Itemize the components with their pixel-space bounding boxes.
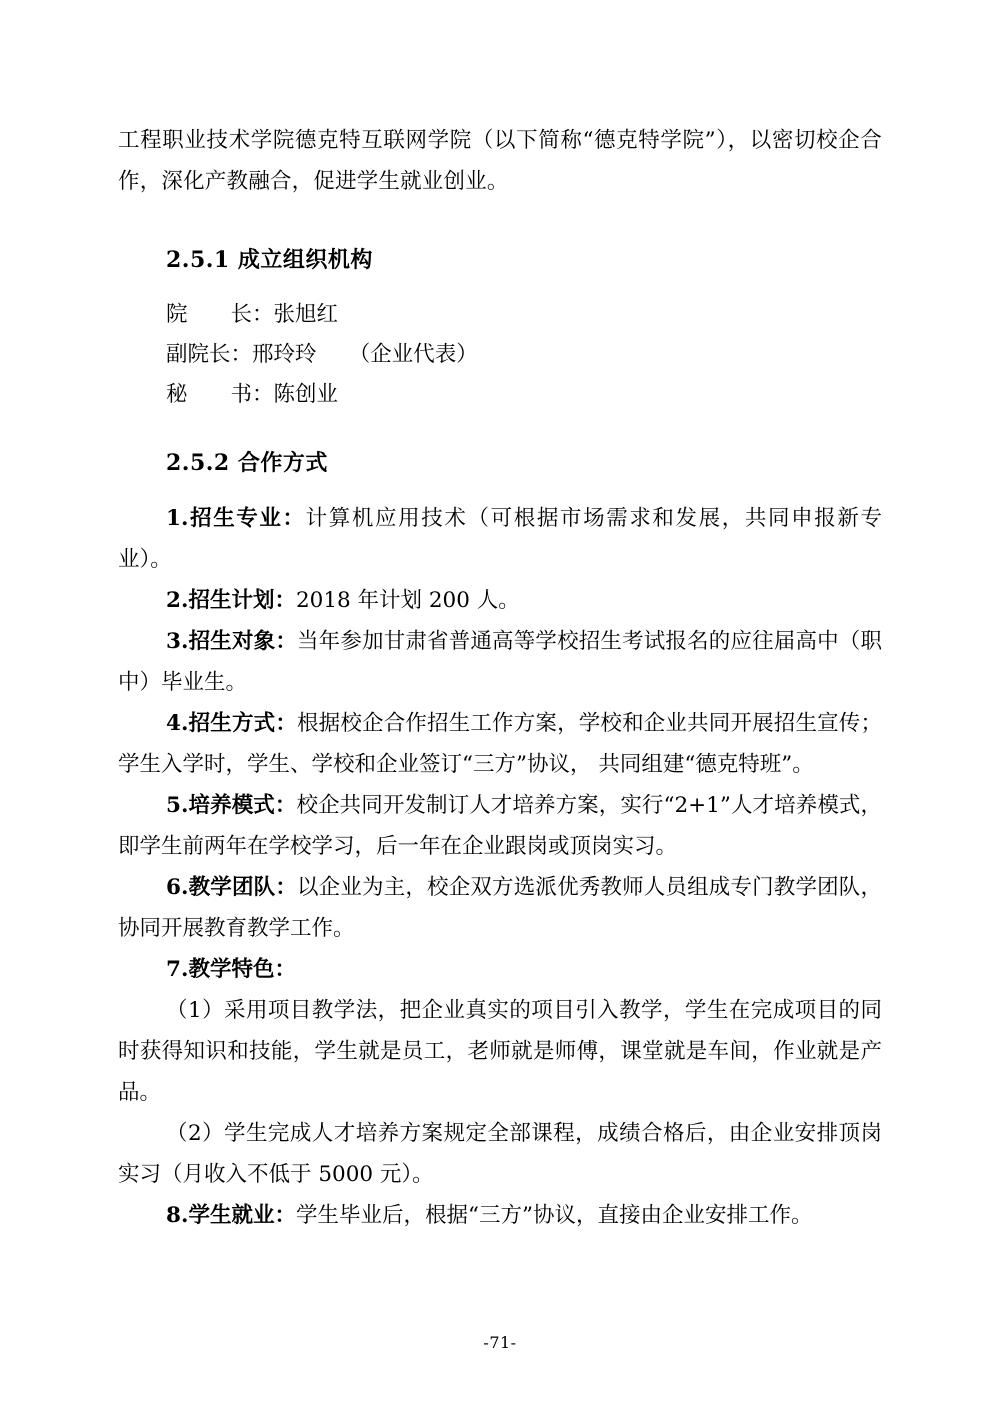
list-item — [118, 949, 882, 990]
list-item-number: 5. — [166, 793, 189, 818]
list-item-text: 学生毕业后，根据“三方”协议，直接由企业安排工作。 — [295, 1203, 813, 1228]
spacer — [118, 415, 882, 425]
list-item-label: 学生就业： — [188, 1203, 296, 1228]
list-item-number: 2. — [166, 588, 189, 613]
list-item-text: 当年参加甘肃省普通高等学校招生考试报名的应往届高中（职中）毕业生。 — [118, 629, 882, 695]
list-item — [118, 498, 882, 580]
organization-roster — [166, 295, 882, 415]
list-item-text: 计算机应用技术（可根据市场需求和发展，共同申报新专业）。 — [118, 506, 882, 572]
section-heading-252: 2.5.2 合作方式 — [166, 450, 328, 476]
list-item-text: 2018 年计划 200 人。 — [295, 588, 520, 613]
sub-list-item: （1）采用项目教学法，把企业真实的项目引入教学，学生在完成项目的同时获得知识和技能，学生就是员工，老师就是师傅，课堂就是车间，作业就是产品。 — [118, 998, 882, 1105]
list-item-number: 4. — [166, 711, 189, 736]
list-item-text: 校企共同开发制订人才培养方案，实行“2+1”人才培养模式，即学生前两年在学校学习，后一年在企业跟岗或顶岗实习。 — [118, 793, 882, 859]
list-item — [118, 1195, 882, 1236]
list-item-number: 3. — [166, 629, 189, 654]
list-item-text: 根据校企合作招生工作方案，学校和企业共同开展招生宣传；学生入学时，学生、学校和企业签订“三方”协议， 共同组建“德克特班”。 — [118, 711, 882, 777]
opening-paragraph: 工程职业技术学院德克特互联网学院（以下简称“德克特学院”），以密切校企合作，深化产教融合，促进学生就业创业。 — [118, 128, 882, 194]
list-item-label: 培养模式： — [188, 793, 297, 818]
list-item-number: 6. — [166, 875, 189, 900]
list-item-text: 以企业为主，校企双方选派优秀教师人员组成专门教学团队，协同开展教育教学工作。 — [118, 875, 882, 941]
roster-line-vice-dean: 副院长：邢玲玲 （企业代表） — [166, 342, 478, 367]
sub-list-item: （2）学生完成人才培养方案规定全部课程，成绩合格后，由企业安排顶岗实习（月收入不低于 5000 元）。 — [118, 1121, 882, 1187]
list-item-label: 教学特色： — [188, 957, 296, 982]
list-item — [118, 621, 882, 703]
list-item — [118, 867, 882, 949]
page-number: -71- — [483, 1333, 517, 1352]
section-heading-251: 2.5.1 成立组织机构 — [166, 247, 373, 273]
list-item-label: 招生方式： — [188, 711, 297, 736]
list-item-number: 8. — [166, 1203, 189, 1228]
list-item-number: 7. — [166, 957, 189, 982]
list-item-label: 招生专业： — [188, 506, 306, 531]
roster-line-dean: 院 长：张旭红 — [166, 302, 339, 327]
list-item-label: 教学团队： — [188, 875, 297, 900]
list-item-label: 招生计划： — [188, 588, 296, 613]
list-item — [118, 580, 882, 621]
list-item-label: 招生对象： — [188, 629, 297, 654]
list-item — [118, 785, 882, 867]
list-item — [118, 703, 882, 785]
roster-line-secretary: 秘 书：陈创业 — [166, 382, 339, 407]
spacer — [118, 202, 882, 222]
list-item-number: 1. — [166, 506, 189, 531]
